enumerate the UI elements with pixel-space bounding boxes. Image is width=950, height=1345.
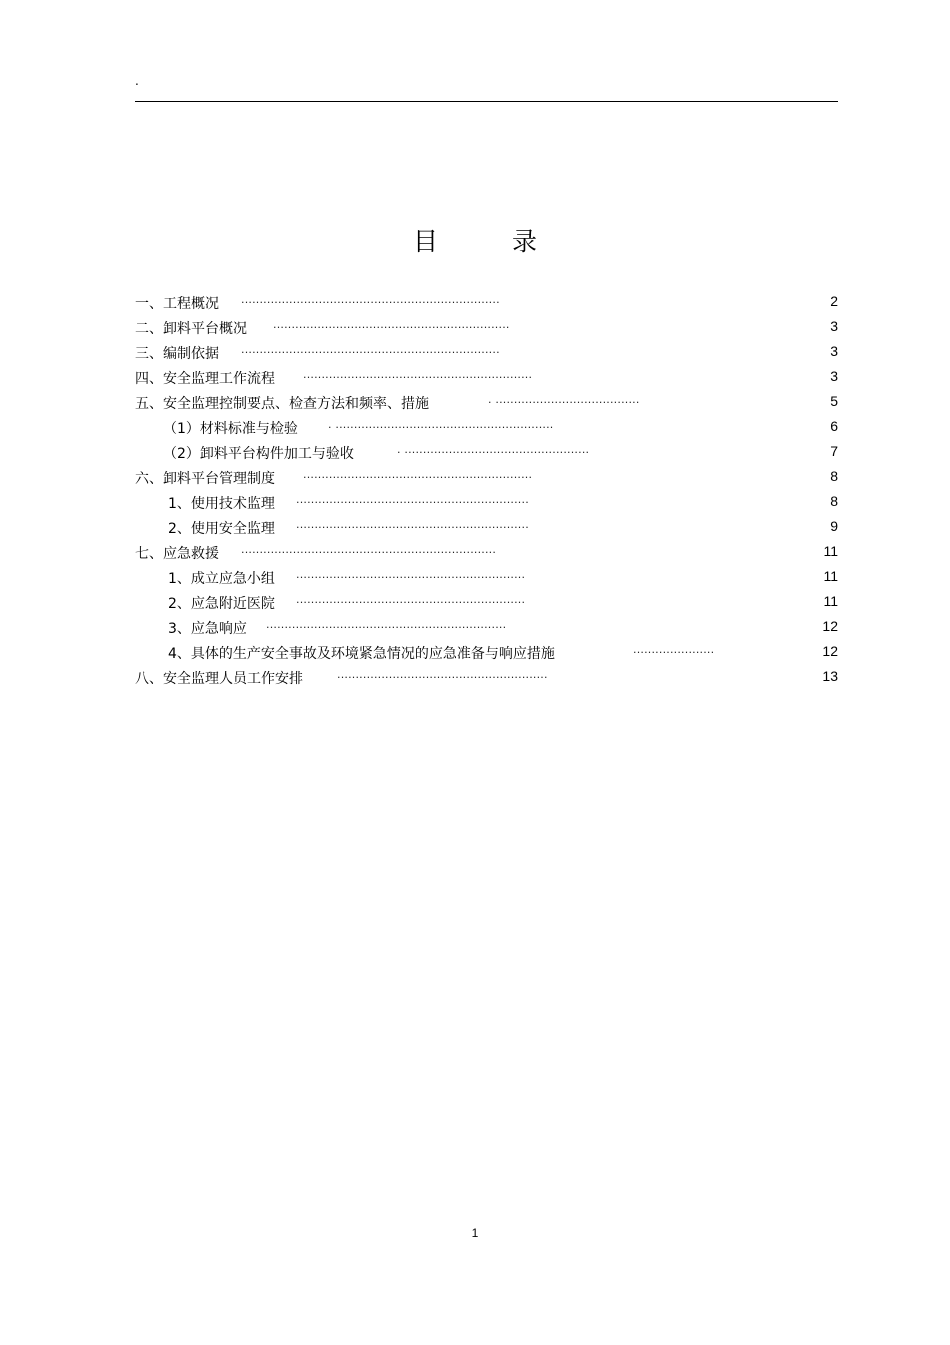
toc-entry-7[interactable] [135,440,838,465]
toc-entry-leader: ...................................................................... [241,343,500,356]
toc-entry-page: 11 [823,543,838,559]
toc-entry-9[interactable] [135,490,838,515]
toc-entry-page: 12 [822,643,838,659]
toc-entry-8[interactable] [135,465,838,490]
toc-entry-13[interactable] [135,590,838,615]
toc-entry-page: 11 [823,568,838,584]
toc-entry-label: （2）卸料平台构件加工与验收 [163,446,354,462]
toc-entry-leader: ............................................................... [296,518,529,531]
header-mark: . [135,74,139,88]
toc-entry-leader: ................................................................ [273,318,510,331]
toc-entry-leader: ...................... [633,643,715,656]
toc-entry-label: （1）材料标准与检验 [163,421,298,437]
toc-entry-page: 7 [830,443,838,459]
toc-entry-leader: .............................................................. [303,468,533,481]
toc-entry-12[interactable] [135,565,838,590]
toc-entry-label: 四、安全监理工作流程 [135,371,275,387]
toc-entry-label: 五、安全监理控制要点、检查方法和频率、措施 [135,396,429,412]
toc-entry-3[interactable] [135,340,838,365]
toc-entry-label: 六、卸料平台管理制度 [135,471,275,487]
toc-entry-1[interactable] [135,290,838,315]
toc-entry-page: 3 [830,368,838,384]
toc-entry-leader: . ....................................... [488,393,640,406]
toc-entry-2[interactable] [135,315,838,340]
toc-entry-label: 4、具体的生产安全事故及环境紧急情况的应急准备与响应措施 [168,646,555,662]
toc-entry-leader: ......................................................... [337,668,548,681]
toc-entry-page: 12 [822,618,838,634]
toc-entry-page: 8 [830,468,838,484]
toc-entry-leader: .............................................................. [296,593,526,606]
toc-entry-label: 1、使用技术监理 [168,496,275,512]
toc-entry-10[interactable] [135,515,838,540]
page-number: 1 [471,1226,479,1240]
toc-entry-page: 6 [830,418,838,434]
toc-entry-label: 一、工程概况 [135,296,219,312]
toc-entry-page: 9 [830,518,838,534]
toc-entry-label: 2、使用安全监理 [168,521,275,537]
toc-entry-leader: .............................................................. [296,568,526,581]
toc-entry-label: 1、成立应急小组 [168,571,275,587]
table-of-contents [135,290,838,690]
toc-entry-5[interactable] [135,390,838,415]
toc-entry-label: 七、应急救援 [135,546,219,562]
toc-entry-leader: .............................................................. [303,368,533,381]
toc-title-left: 目 [412,227,438,256]
toc-entry-leader: ................................................................. [266,618,507,631]
toc-entry-leader: ..................................................................... [241,543,497,556]
toc-entry-page: 8 [830,493,838,509]
toc-entry-page: 11 [823,593,838,609]
toc-entry-leader: . ........................................................... [328,418,554,431]
toc-entry-page: 3 [830,343,838,359]
toc-entry-11[interactable] [135,540,838,565]
toc-entry-label: 3、应急响应 [168,621,247,637]
toc-entry-page: 13 [822,668,838,684]
toc-entry-label: 八、安全监理人员工作安排 [135,671,303,687]
toc-entry-4[interactable] [135,365,838,390]
toc-entry-15[interactable] [135,640,838,665]
toc-entry-page: 3 [830,318,838,334]
toc-title [0,222,950,258]
toc-entry-page: 5 [830,393,838,409]
toc-entry-page: 2 [830,293,838,309]
toc-entry-16[interactable] [135,665,838,690]
toc-entry-leader: ............................................................... [296,493,529,506]
toc-entry-label: 三、编制依据 [135,346,219,362]
toc-entry-label: 2、应急附近医院 [168,596,275,612]
toc-entry-14[interactable] [135,615,838,640]
toc-entry-label: 二、卸料平台概况 [135,321,247,337]
toc-entry-6[interactable] [135,415,838,440]
toc-entry-leader: . .................................................. [397,443,590,456]
toc-title-right: 录 [512,227,538,256]
toc-entry-leader: ...................................................................... [241,293,500,306]
header-rule [135,101,838,102]
